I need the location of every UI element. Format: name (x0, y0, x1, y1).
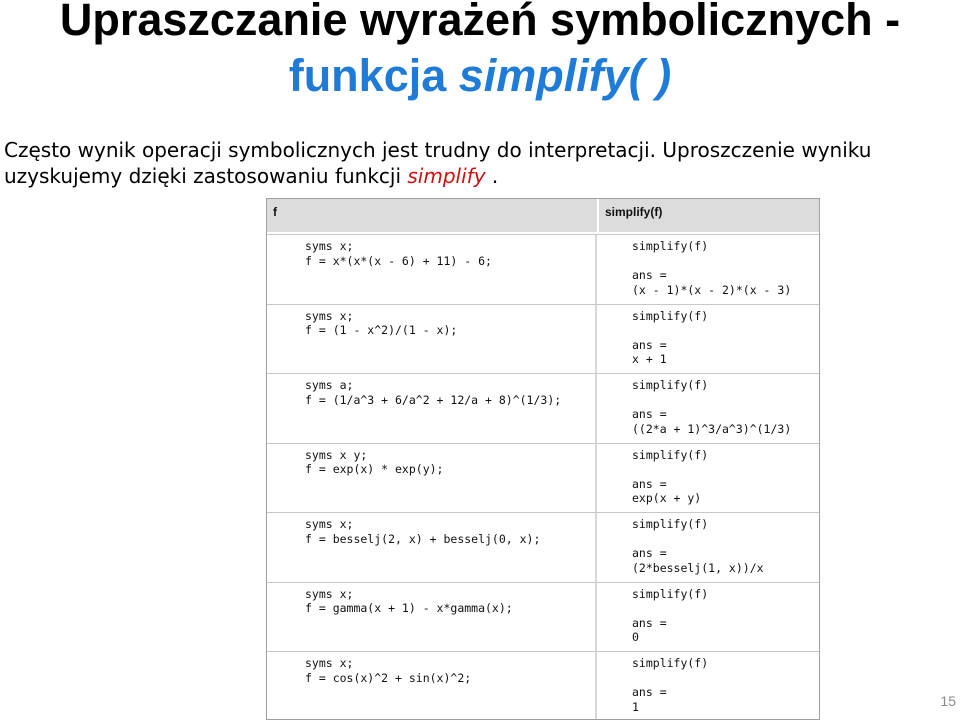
output-line: ans = (632, 615, 667, 630)
output-line: ans = (632, 268, 667, 282)
table-row (267, 512, 819, 582)
simplify-output-cell (597, 513, 817, 582)
simplify-examples-table (266, 198, 820, 720)
title-line-1: Upraszczanie wyrażeń symbolicznych - (59, 0, 901, 45)
table-row (267, 234, 819, 304)
table-row (267, 443, 819, 513)
code-line: syms x y; (305, 447, 368, 462)
table-row (267, 582, 819, 652)
code-input-cell (267, 652, 597, 720)
blank-line (632, 462, 817, 477)
body-function-name: simplify (407, 164, 486, 188)
output-line: simplify(f) (632, 239, 709, 253)
body-paragraph (4, 137, 954, 189)
blank-line (632, 532, 817, 547)
output-line: simplify(f) (632, 656, 709, 670)
table-row (267, 373, 819, 443)
code-line: f = x*(x*(x - 6) + 11) - 6; (305, 253, 492, 268)
code-line: syms x; (305, 586, 354, 601)
code-line: f = (1 - x^2)/(1 - x); (305, 323, 458, 337)
code-input-cell (267, 513, 597, 582)
code-line: f = exp(x) * exp(y); (305, 462, 444, 476)
blank-line (632, 393, 817, 408)
output-line: simplify(f) (632, 378, 709, 392)
simplify-output-cell (597, 374, 817, 443)
output-line: simplify(f) (632, 586, 709, 601)
output-line: x + 1 (632, 352, 667, 366)
table-header-row (267, 199, 819, 234)
header-simplify: simplify(f) (599, 199, 819, 232)
blank-line (632, 671, 817, 686)
title-line-2 (289, 50, 672, 101)
title-function-name: simplify( ) (458, 50, 672, 101)
output-line: ans = (632, 337, 667, 352)
body-text-main: Często wynik operacji symbolicznych jest trudny do interpretacji. Uproszczenie wyniku uzyskujemy dzięki zastosowaniu funkcji (4, 138, 872, 188)
output-line: simplify(f) (632, 447, 709, 462)
simplify-output-cell (597, 583, 817, 652)
output-line: 0 (632, 630, 639, 644)
code-input-cell (267, 583, 597, 652)
body-text-end: . (485, 164, 499, 188)
slide-title (0, 0, 960, 104)
output-line: 1 (632, 699, 639, 714)
blank-line (632, 254, 817, 269)
output-line: ((2*a + 1)^3/a^3)^(1/3) (632, 421, 792, 436)
blank-line (632, 323, 817, 338)
code-line: f = besselj(2, x) + besselj(0, x); (305, 531, 541, 546)
output-line: simplify(f) (632, 517, 709, 531)
code-input-cell (267, 235, 597, 304)
code-line: syms a; (305, 378, 354, 392)
table-row (267, 304, 819, 374)
blank-line (632, 601, 817, 616)
code-line: syms x; (305, 308, 354, 323)
code-line: f = cos(x)^2 + sin(x)^2; (305, 670, 472, 685)
simplify-output-cell (597, 444, 817, 513)
code-input-cell (267, 374, 597, 443)
table-row (267, 651, 819, 720)
output-line: ans = (632, 407, 667, 421)
output-line: simplify(f) (632, 308, 709, 323)
code-line: syms x; (305, 656, 354, 670)
page-number: 15 (940, 693, 956, 709)
output-line: ans = (632, 546, 667, 560)
output-line: ans = (632, 685, 667, 699)
table-body (267, 234, 819, 720)
simplify-output-cell (597, 652, 817, 720)
output-line: ans = (632, 476, 667, 491)
code-line: f = (1/a^3 + 6/a^2 + 12/a + 8)^(1/3); (305, 392, 562, 407)
simplify-output-cell (597, 305, 817, 374)
title-prefix: funkcja (288, 50, 459, 101)
output-line: exp(x + y) (632, 491, 702, 505)
code-input-cell (267, 444, 597, 513)
code-line: syms x; (305, 517, 354, 531)
header-f: f (267, 199, 597, 232)
output-line: (x - 1)*(x - 2)*(x - 3) (632, 282, 792, 297)
output-line: (2*besselj(1, x))/x (632, 560, 764, 575)
simplify-output-cell (597, 235, 817, 304)
code-line: syms x; (305, 239, 354, 253)
code-line: f = gamma(x + 1) - x*gamma(x); (305, 601, 513, 615)
code-input-cell (267, 305, 597, 374)
